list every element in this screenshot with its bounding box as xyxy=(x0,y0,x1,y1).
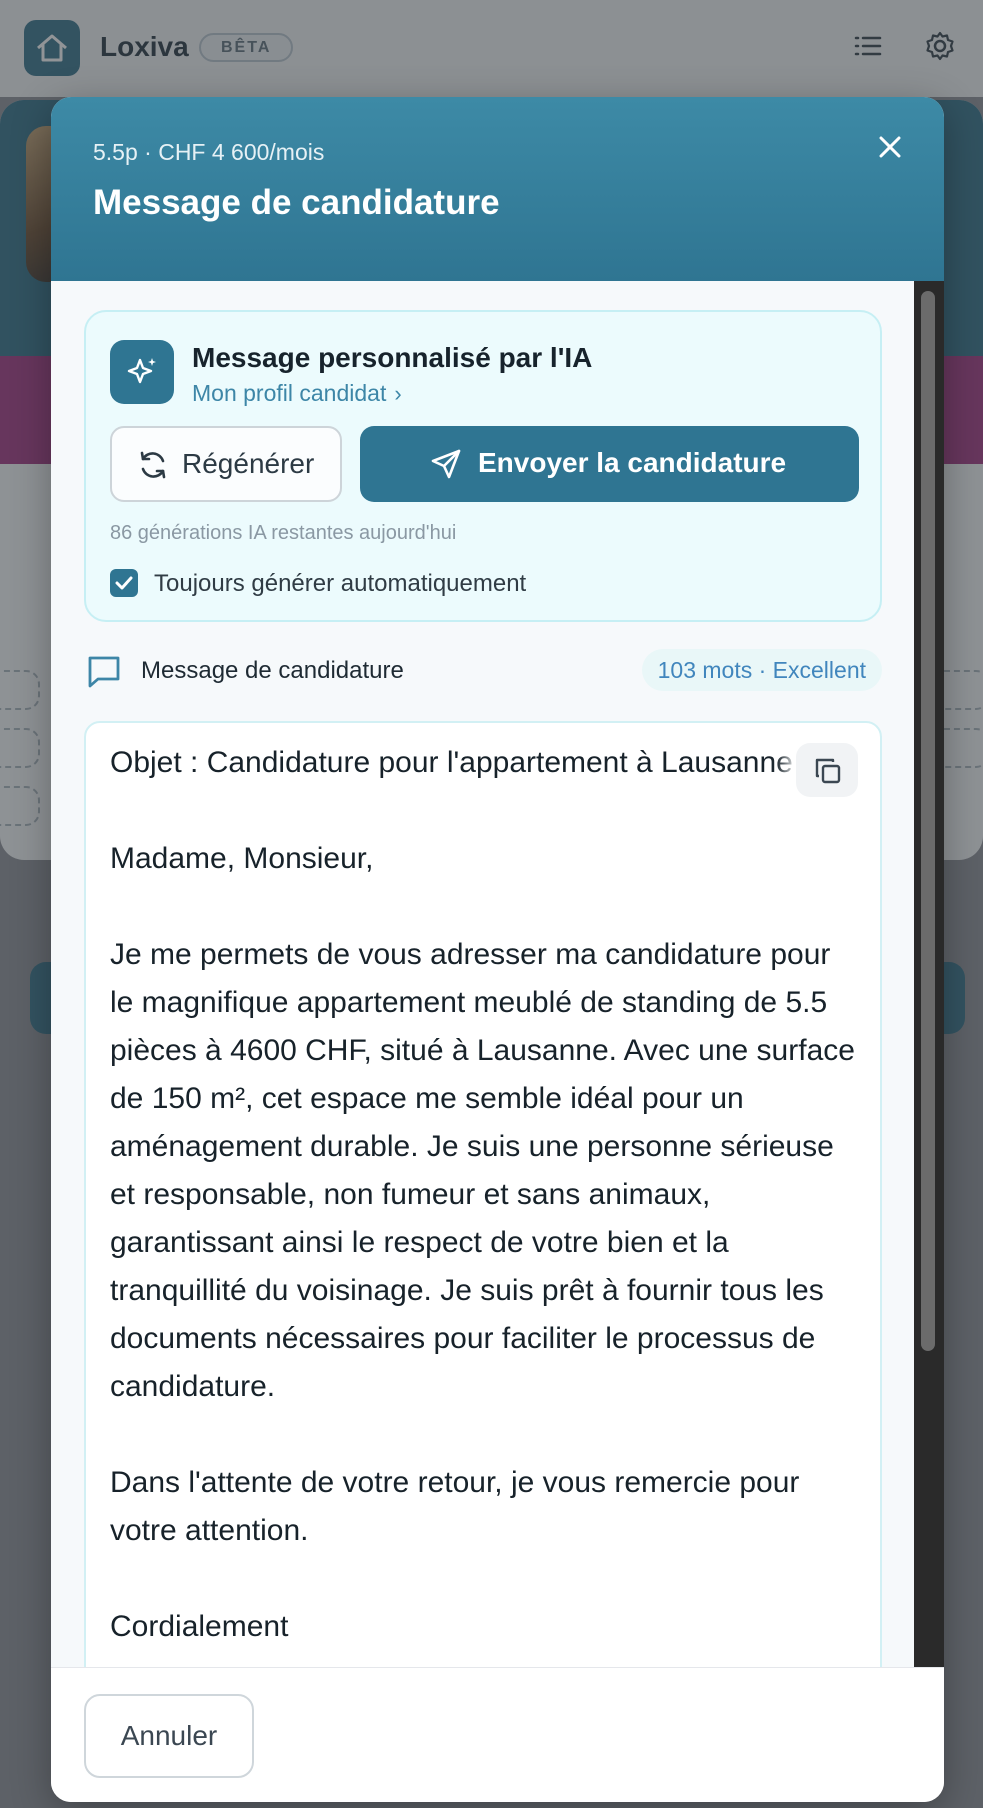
checkmark-icon xyxy=(114,573,134,593)
refresh-icon xyxy=(136,448,170,482)
modal-header xyxy=(51,97,944,281)
candidate-profile-link[interactable] xyxy=(192,380,402,407)
word-count-badge: 103 mots · Excellent xyxy=(642,649,882,691)
listing-summary: 5.5p · CHF 4 600/mois xyxy=(93,139,325,165)
regenerate-label: Régénérer xyxy=(182,448,315,479)
close-button[interactable] xyxy=(870,127,910,167)
auto-generate-checkbox[interactable] xyxy=(110,569,138,597)
ai-quota-text: 86 générations IA restantes aujourd'hui xyxy=(110,522,457,544)
regenerate-button[interactable] xyxy=(110,426,342,502)
auto-generate-label[interactable]: Toujours générer automatiquement xyxy=(154,570,527,597)
send-application-button[interactable] xyxy=(360,426,859,502)
message-section-label: Message de candidature xyxy=(141,657,404,684)
close-icon xyxy=(870,127,910,167)
modal-title: Message de candidature xyxy=(93,183,500,222)
copy-button[interactable] xyxy=(796,743,858,797)
send-icon xyxy=(430,448,462,480)
ai-badge xyxy=(110,340,174,404)
modal-footer xyxy=(51,1667,944,1802)
modal-body[interactable] xyxy=(51,281,944,1667)
chevron-right-icon: › xyxy=(394,381,402,406)
message-editor[interactable] xyxy=(84,721,882,1667)
copy-icon xyxy=(813,756,843,786)
sparkles-icon xyxy=(124,354,160,390)
scrollbar[interactable] xyxy=(914,281,944,1667)
ai-panel-title: Message personnalisé par l'IA xyxy=(192,342,593,373)
send-application-label: Envoyer la candidature xyxy=(478,447,787,478)
chat-bubble-icon xyxy=(85,653,123,691)
cancel-button[interactable]: Annuler xyxy=(84,1694,254,1778)
ai-panel xyxy=(84,310,882,622)
application-modal xyxy=(51,97,944,1802)
message-text[interactable]: Objet : Candidature pour l'appartement à Lausanne Madame, Monsieur, Je me permets de vous adresser ma candidature pour le magnifique appartement meublé de standing de 5.5 pièces à 4600 CHF, situé à Lausanne. Avec une surface de 150 m², cet espace me semble idéal pour un aménagement durable. Je suis une personne sérieuse et responsable, non fumeur et sans animaux, garantissant ainsi le respect de votre bien et la tranquillité du voisinage. Je suis prêt à fournir tous les documents nécessaires pour faciliter le processus de candidature. Dans l'attente de votre retour, je vous remercie pour votre attention. Cordialement xyxy=(110,746,855,1643)
candidate-profile-link-label: Mon profil candidat xyxy=(192,380,387,406)
scrollbar-thumb[interactable] xyxy=(921,291,935,1351)
